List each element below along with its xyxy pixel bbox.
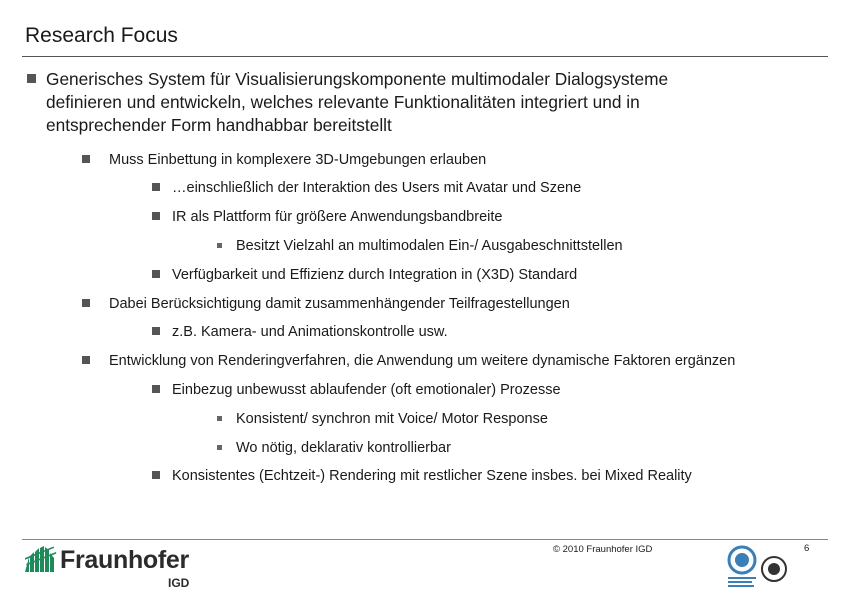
small-square-bullet-icon bbox=[217, 445, 222, 450]
logo-subtitle: IGD bbox=[168, 576, 190, 590]
title-rule bbox=[22, 56, 828, 57]
square-bullet-icon bbox=[152, 270, 160, 278]
square-bullet-icon bbox=[152, 471, 160, 479]
copyright-text: © 2010 Fraunhofer IGD bbox=[553, 544, 653, 555]
square-bullet-icon bbox=[152, 212, 160, 220]
footer-rule bbox=[22, 539, 828, 540]
square-bullet-icon bbox=[82, 356, 90, 364]
square-bullet-icon bbox=[82, 299, 90, 307]
main-bullet-line-3: entsprechender Form handhabbar bereitstellt bbox=[46, 115, 392, 135]
square-bullet-icon bbox=[152, 385, 160, 393]
fraunhofer-logo-icon bbox=[25, 544, 57, 572]
small-square-bullet-icon bbox=[217, 416, 222, 421]
main-bullet bbox=[27, 68, 668, 137]
square-bullet-icon bbox=[27, 74, 36, 83]
main-bullet-line-1: Generisches System für Visualisierungskomponente multimodaler Dialogsysteme bbox=[46, 69, 669, 89]
square-bullet-icon bbox=[152, 327, 160, 335]
square-bullet-icon bbox=[152, 183, 160, 191]
slide-title: Research Focus bbox=[25, 24, 178, 47]
main-bullet-line-2: definieren und entwickeln, welches relevante Funktionalitäten integriert und in bbox=[46, 92, 640, 112]
page-number: 6 bbox=[804, 543, 810, 554]
certification-seal-icon bbox=[724, 543, 790, 591]
square-bullet-icon bbox=[82, 155, 90, 163]
logo-wordmark: Fraunhofer bbox=[60, 546, 189, 574]
small-square-bullet-icon bbox=[217, 243, 222, 248]
